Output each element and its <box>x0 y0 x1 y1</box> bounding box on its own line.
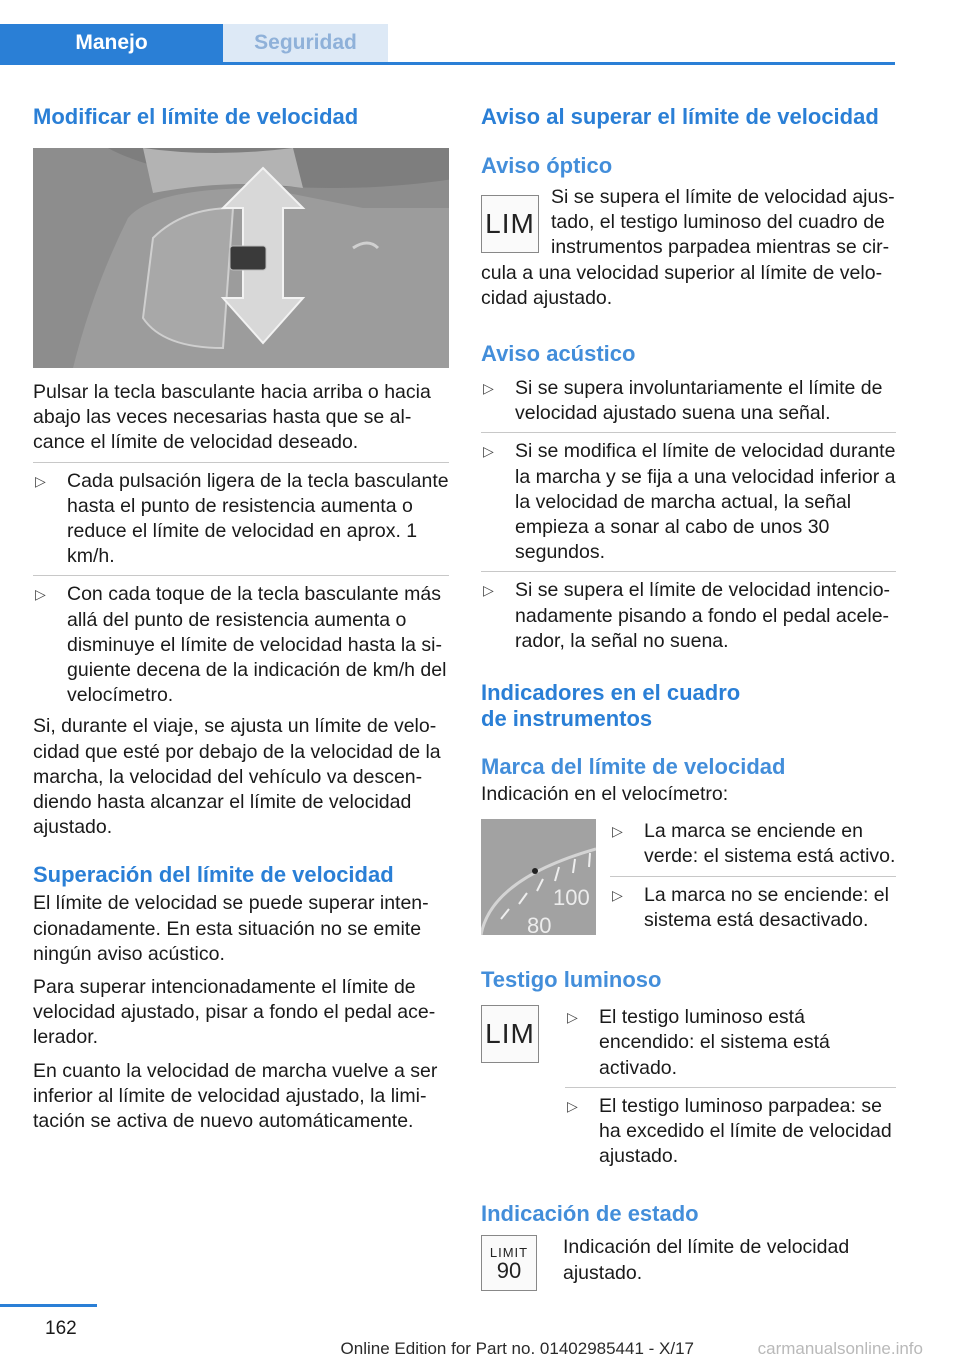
limit-90-icon <box>481 1235 537 1291</box>
para-exceed-3: En cuanto la velocidad de marcha vuelve a ser inferior al límite de velocidad ajustado, la limitación se activa de nuevo automáticamente. <box>33 1059 438 1133</box>
heading-mark: Marca del límite de velocidad <box>481 754 786 780</box>
acoustic-bullets-3 <box>481 578 896 654</box>
rocker-bullets <box>33 469 449 570</box>
acoustic-bullets-2 <box>481 439 896 565</box>
lamp-bullets-wrap <box>565 1005 896 1169</box>
chapter-tab-bar <box>0 24 895 65</box>
heading-modify-limit: Modificar el límite de velocidad <box>33 104 359 129</box>
para-exceed-2: Para superar intencionadamente el límite de velocidad ajustado, pisar a fondo el pedal acelerador. <box>33 976 436 1049</box>
divider <box>565 1087 896 1088</box>
heading-warning: Aviso al superar el límite de velocidad <box>481 104 879 129</box>
optical-block <box>481 185 896 311</box>
speedometer-illustration <box>481 819 596 935</box>
limit-label: LIMIT <box>489 1244 529 1260</box>
para-mark: Indicación en el velocímetro: <box>481 783 729 806</box>
para-trip: Si, durante el viaje, se ajusta un límite de velocidad que esté por debajo de la velocidad de la marcha, la velocidad del vehículo va descendiendo hasta alcanzar el límite de velocidad ajustado. <box>33 715 441 839</box>
acoustic-bullets <box>481 376 896 426</box>
divider <box>33 462 449 463</box>
heading-status: Indicación de estado <box>481 1201 699 1227</box>
steering-wheel-illustration <box>33 148 449 368</box>
right-column <box>481 100 896 1291</box>
heading-indicators <box>481 680 896 732</box>
divider <box>33 575 449 576</box>
para-exceed-1: El límite de velocidad se puede superar intencionadamente. En esta situación no se emite ningún aviso acústico. <box>33 892 429 965</box>
heading-indicators-line-2: de instrumentos <box>481 706 653 732</box>
list-item: ▷ Si se modifica el límite de velocidad durante la marcha y se fija a una velocidad inferior a la velocidad de marcha actual, la señal empieza a sonar al cabo de unos 30 segundos. <box>481 439 896 565</box>
footer-watermark: carmanualsonline.info <box>757 1339 923 1358</box>
footer-accent-line <box>0 1304 97 1307</box>
para-status: Indicación del límite de velocidad ajustado. <box>563 1236 850 1284</box>
heading-optical: Aviso óptico <box>481 153 613 178</box>
speedometer-image <box>481 819 596 935</box>
divider <box>481 571 896 572</box>
para-press-rocker: Pulsar la tecla basculante hacia arriba o hacia abajo las veces necesarias hasta que se alcance el límite de velocidad deseado. <box>33 381 431 454</box>
rocker-bullets-2 <box>33 582 449 708</box>
list-item: ▷ La marca se enciende en verde: el sistema está activo. <box>610 819 896 869</box>
mark-row <box>481 819 896 935</box>
mark-bullets-2 <box>610 883 896 933</box>
tab-seguridad[interactable]: Seguridad <box>223 24 388 62</box>
mark-bullets-wrap <box>610 819 896 935</box>
page-number: 162 <box>45 1318 77 1339</box>
para-optical: Si se supera el límite de velocidad ajustado, el testigo luminoso del cuadro de instrumentos parpadea mientras se circula a una velocidad superior al límite de velocidad ajustado. <box>481 186 895 309</box>
list-item: ▷ Cada pulsación ligera de la tecla basculante hasta el punto de resistencia aumenta o reduce el límite de velocidad en aprox. 1 km/h. <box>33 469 449 570</box>
divider <box>610 876 896 877</box>
heading-acoustic: Aviso acústico <box>481 341 636 367</box>
divider <box>481 432 896 433</box>
list-item: ▷ Con cada toque de la tecla basculante más allá del punto de resistencia aumenta o disminuye el límite de velocidad hasta la siguiente decena de la indicación de km/h del velocímetro. <box>33 582 449 708</box>
list-item: ▷ Si se supera el límite de velocidad intencionadamente pisando a fondo el pedal acelerador, la señal no suena. <box>481 578 896 654</box>
heading-indicators-line-1: Indicadores en el cuadro <box>481 680 741 706</box>
lamp-bullets <box>565 1005 896 1081</box>
gauge-80-label: 80 <box>527 913 552 936</box>
gauge-100-label: 100 <box>553 885 590 911</box>
tab-manejo[interactable]: Manejo <box>0 24 223 62</box>
lamp-bullets-2 <box>565 1094 896 1170</box>
heading-exceed-limit: Superación del límite de velocidad <box>33 862 394 888</box>
left-column <box>33 100 449 1134</box>
heading-lamp: Testigo luminoso <box>481 967 662 993</box>
footer-edition: Online Edition for Part no. 01402985441 - X/17 <box>340 1339 694 1358</box>
steering-wheel-image <box>33 148 449 368</box>
list-item: ▷ El testigo luminoso parpadea: se ha excedido el límite de velocidad ajustado. <box>565 1094 896 1170</box>
mark-bullets <box>610 819 896 869</box>
list-item: ▷ El testigo luminoso está encendido: el sistema está activado. <box>565 1005 896 1081</box>
lim-icon: LIM <box>481 195 539 253</box>
list-item: ▷ La marca no se enciende: el sistema está desactivado. <box>610 883 896 933</box>
lamp-row <box>481 1005 896 1169</box>
lim-icon: LIM <box>481 1005 539 1063</box>
limit-value: 90 <box>496 1257 522 1283</box>
status-row <box>481 1235 896 1291</box>
list-item: ▷ Si se supera involuntariamente el límite de velocidad ajustado suena una señal. <box>481 376 896 426</box>
